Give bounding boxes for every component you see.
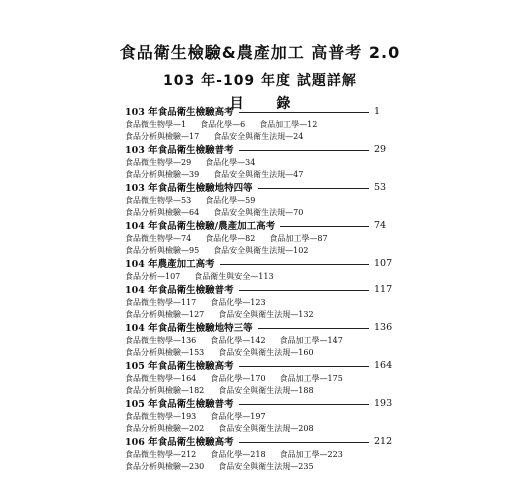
toc-sub-item[interactable]: 食品化學—59	[205, 195, 256, 205]
toc-sub-row	[125, 346, 375, 358]
toc-sub-item[interactable]: 食品微生物學—29	[125, 157, 192, 167]
leader-line	[239, 290, 369, 291]
toc-entry[interactable]	[125, 104, 381, 118]
toc-sub-item[interactable]: 食品化學—82	[205, 233, 256, 243]
toc-entry-title: 103 年食品衛生檢驗地特四等	[125, 183, 253, 194]
toc-sub-item[interactable]: 食品化學—123	[210, 297, 266, 307]
toc-sub-row	[125, 156, 375, 168]
toc-entry-page: 193	[374, 397, 393, 409]
leader-line	[220, 264, 369, 265]
toc-section	[125, 104, 381, 142]
toc-entry[interactable]	[125, 256, 393, 270]
leader-line	[258, 188, 369, 189]
toc-entry[interactable]	[125, 282, 393, 296]
toc-sub-item[interactable]: 食品安全與衛生法規—24	[213, 131, 304, 141]
toc-entry-title: 106 年食品衛生檢驗高考	[125, 437, 234, 448]
toc-sub-item[interactable]: 食品化學—170	[210, 373, 266, 383]
toc-sub-item[interactable]: 食品加工學—223	[279, 449, 343, 459]
toc-entry-title: 104 年農產加工高考	[125, 259, 215, 270]
leader-line	[239, 404, 369, 405]
toc-sub-item[interactable]: 食品化學—197	[210, 411, 266, 421]
toc-sub-item[interactable]: 食品分析與檢驗—127	[125, 309, 205, 319]
toc-sub-item[interactable]: 食品分析與檢驗—230	[125, 461, 205, 471]
toc-section	[125, 434, 393, 472]
toc-sub-item[interactable]: 食品安全與衛生法規—208	[218, 423, 314, 433]
toc-sub-row	[125, 384, 375, 396]
toc-sub-item[interactable]: 食品化學—218	[210, 449, 266, 459]
toc-sub-item[interactable]: 食品微生物學—193	[125, 411, 197, 421]
toc-entry-page: 136	[374, 321, 393, 333]
leader-line	[280, 226, 369, 227]
toc-entry[interactable]	[125, 434, 393, 448]
toc-sub-row	[125, 410, 375, 422]
toc-sub-item[interactable]: 食品微生物學—74	[125, 233, 192, 243]
toc-entry-page: 1	[374, 105, 381, 117]
toc-sub-item[interactable]: 食品分析與檢驗—95	[125, 245, 200, 255]
toc-entry-page: 29	[374, 143, 387, 155]
toc-sub-item[interactable]: 食品分析與檢驗—153	[125, 347, 205, 357]
toc-sub-item[interactable]: 食品分析與檢驗—202	[125, 423, 205, 433]
toc-sub-row	[125, 460, 375, 472]
toc-entry[interactable]	[125, 218, 387, 232]
toc-entry[interactable]	[125, 358, 393, 372]
toc-sub-item[interactable]: 食品化學—34	[205, 157, 256, 167]
toc-entry-page: 74	[374, 219, 387, 231]
toc-sub-item[interactable]: 食品加工學—147	[279, 335, 343, 345]
toc-sub-item[interactable]: 食品安全與衛生法規—235	[218, 461, 314, 471]
toc-entry-page: 53	[374, 181, 387, 193]
toc-sub-row	[125, 334, 375, 346]
toc-section	[125, 256, 393, 282]
book-subtitle: 103 年-109 年度 試題詳解	[163, 73, 357, 89]
toc-entry-title: 103 年食品衛生檢驗高考	[125, 107, 234, 118]
toc-sub-row	[125, 296, 375, 308]
toc-sub-item[interactable]: 食品安全與衛生法規—188	[218, 385, 314, 395]
toc-entry-page: 164	[374, 359, 393, 371]
toc-sub-row	[125, 372, 375, 384]
toc-sub-item[interactable]: 食品微生物學—53	[125, 195, 192, 205]
toc-sub-row	[125, 422, 375, 434]
toc-sub-item[interactable]: 食品加工學—175	[279, 373, 343, 383]
toc-section	[125, 180, 387, 218]
leader-line	[239, 366, 369, 367]
toc-sub-item[interactable]: 食品微生物學—212	[125, 449, 197, 459]
toc-sub-row	[125, 130, 375, 142]
toc-sub-row	[125, 232, 375, 244]
toc-heading: 目 錄	[229, 96, 305, 112]
leader-line	[239, 150, 369, 151]
toc-sub-item[interactable]: 食品加工學—87	[269, 233, 328, 243]
toc-entry-title: 104 年食品衛生檢驗普考	[125, 285, 234, 296]
toc-sub-row	[125, 118, 375, 130]
toc-sub-item[interactable]: 食品安全與衛生法規—132	[218, 309, 314, 319]
toc-sub-row	[125, 270, 375, 282]
toc-sub-item[interactable]: 食品微生物學—136	[125, 335, 197, 345]
leader-line	[239, 442, 369, 443]
toc-sub-item[interactable]: 食品安全與衛生法規—70	[213, 207, 304, 217]
toc-sub-item[interactable]: 食品分析與檢驗—64	[125, 207, 200, 217]
toc-sub-item[interactable]: 食品化學—6	[200, 119, 246, 129]
leader-line	[258, 328, 369, 329]
toc-section	[125, 358, 393, 396]
toc-entry[interactable]	[125, 396, 393, 410]
toc-entry-page: 107	[374, 257, 393, 269]
toc-entry-title: 104 年食品衛生檢驗/農產加工高考	[125, 221, 276, 232]
toc-sub-item[interactable]: 食品衛生與安全—113	[194, 271, 274, 281]
toc-sub-item[interactable]: 食品安全與衛生法規—47	[213, 169, 304, 179]
toc-sub-item[interactable]: 食品分析—107	[125, 271, 181, 281]
toc-sub-row	[125, 308, 375, 320]
toc-section	[125, 218, 387, 256]
toc-sub-row	[125, 194, 375, 206]
toc-sub-item[interactable]: 食品安全與衛生法規—160	[218, 347, 314, 357]
toc-entry-title: 104 年食品衛生檢驗地特三等	[125, 323, 253, 334]
toc-entry[interactable]	[125, 142, 387, 156]
toc-sub-item[interactable]: 食品安全與衛生法規—102	[213, 245, 309, 255]
toc-section	[125, 320, 393, 358]
leader-line	[239, 112, 369, 113]
toc-sub-row	[125, 448, 375, 460]
toc-sub-item[interactable]: 食品化學—142	[210, 335, 266, 345]
toc-entry-title: 103 年食品衛生檢驗普考	[125, 145, 234, 156]
book-title: 食品衛生檢驗&農產加工 高普考 2.0	[119, 43, 401, 62]
toc-entry-title: 105 年食品衛生檢驗普考	[125, 399, 234, 410]
toc-entry-page: 117	[374, 283, 393, 295]
toc-sub-row	[125, 244, 375, 256]
toc-sub-item[interactable]: 食品分析與檢驗—17	[125, 131, 200, 141]
toc-entry-page: 212	[374, 435, 393, 447]
toc-entry[interactable]	[125, 320, 393, 334]
toc-sub-item[interactable]: 食品微生物學—117	[125, 297, 197, 307]
toc-sub-row	[125, 206, 375, 218]
toc-sub-item[interactable]: 食品加工學—12	[259, 119, 318, 129]
toc-entry-title: 105 年食品衛生檢驗高考	[125, 361, 234, 372]
toc-section	[125, 282, 393, 320]
toc-sub-item[interactable]: 食品分析與檢驗—39	[125, 169, 200, 179]
toc-sub-item[interactable]: 食品微生物學—1	[125, 119, 187, 129]
table-of-contents	[125, 104, 393, 472]
toc-sub-item[interactable]: 食品分析與檢驗—182	[125, 385, 205, 395]
toc-sub-item[interactable]: 食品微生物學—164	[125, 373, 197, 383]
toc-section	[125, 142, 387, 180]
toc-entry[interactable]	[125, 180, 387, 194]
toc-section	[125, 396, 393, 434]
toc-sub-row	[125, 168, 375, 180]
